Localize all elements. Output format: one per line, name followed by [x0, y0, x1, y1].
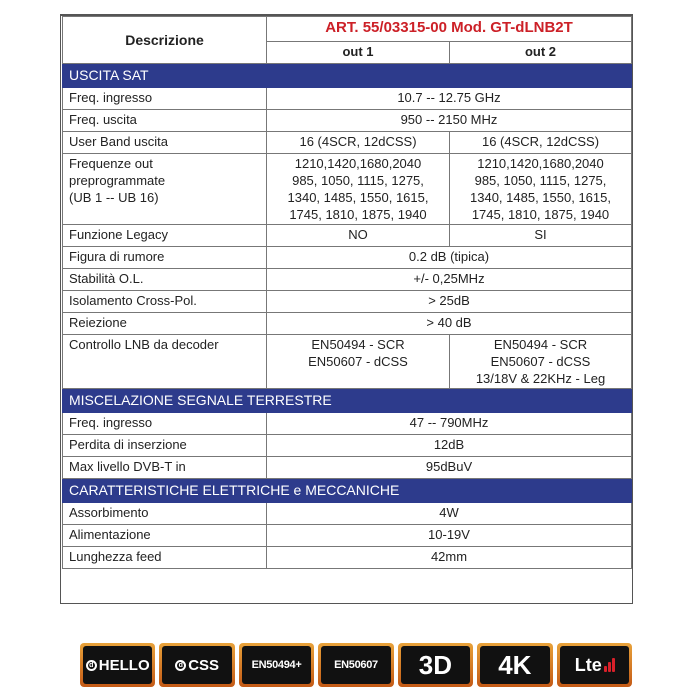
out2-header: out 2: [450, 41, 632, 63]
out1-header: out 1: [267, 41, 450, 63]
row-label: Figura di rumore: [63, 247, 267, 269]
ctrl-out2: [450, 335, 632, 389]
row-value: 10-19V: [267, 525, 632, 547]
row-label: Assorbimento: [63, 503, 267, 525]
ctrl-line: EN50494 - SCR: [311, 337, 405, 352]
preprog-line: 1210,1420,1680,2040: [477, 156, 604, 171]
row-value-out1: NO: [267, 225, 450, 247]
preprog-out2: [450, 154, 632, 225]
description-header: Descrizione: [63, 17, 267, 64]
section-sat: USCITA SAT: [63, 64, 632, 88]
row-value: 4W: [267, 503, 632, 525]
preprog-line: 1210,1420,1680,2040: [294, 156, 422, 171]
preprog-label: [63, 154, 267, 225]
row-label: User Band uscita: [63, 132, 267, 154]
row-value: 12dB: [267, 435, 632, 457]
row-value: 47 -- 790MHz: [267, 413, 632, 435]
section-electrical: CARATTERISTICHE ELETTRICHE e MECCANICHE: [63, 479, 632, 503]
badge-css: [159, 643, 234, 687]
badge-lte-label: Lte: [574, 654, 602, 675]
badge-en50494: [239, 643, 314, 687]
row-label: Lunghezza feed: [63, 547, 267, 569]
ctrl-line: EN50607 - dCSS: [490, 354, 591, 369]
preprog-line: 1340, 1485, 1550, 1615,: [470, 190, 611, 205]
ctrl-line: EN50494 - SCR: [493, 337, 588, 352]
badge-3d-label: 3D: [418, 649, 453, 680]
badge-en50607: [318, 643, 393, 687]
badge-4k: [477, 643, 552, 687]
row-value: > 25dB: [267, 291, 632, 313]
row-label: Freq. ingresso: [63, 88, 267, 110]
feature-badges: [80, 643, 632, 687]
row-value: 0.2 dB (tipica): [267, 247, 632, 269]
badge-en50607-label: EN50607: [334, 659, 378, 671]
row-label: Freq. uscita: [63, 110, 267, 132]
badge-hello: [80, 643, 155, 687]
badge-en50494-label: EN50494+: [251, 659, 302, 671]
preprog-label-line: preprogrammate: [69, 173, 166, 188]
badge-css-label: CSS: [188, 656, 220, 674]
badge-hello-label: HELLO: [98, 656, 150, 674]
row-value: 95dBuV: [267, 457, 632, 479]
row-value: 42mm: [267, 547, 632, 569]
row-label: Reiezione: [63, 313, 267, 335]
article-title: ART. 55/03315-00 Mod. GT-dLNB2T: [267, 17, 632, 42]
row-value: 10.7 -- 12.75 GHz: [267, 88, 632, 110]
row-label: Max livello DVB-T in: [63, 457, 267, 479]
preprog-line: 985, 1050, 1115, 1275,: [474, 173, 607, 188]
badge-lte: [557, 643, 632, 687]
signal-icon: [604, 658, 614, 672]
row-value-out1: 16 (4SCR, 12dCSS): [267, 132, 450, 154]
preprog-out1: [267, 154, 450, 225]
row-label: Funzione Legacy: [63, 225, 267, 247]
spec-table-frame: [60, 14, 633, 604]
ctrl-out1: [267, 335, 450, 389]
preprog-line: 1340, 1485, 1550, 1615,: [287, 190, 429, 205]
ctrl-line: 13/18V & 22KHz - Leg: [475, 371, 606, 386]
spec-table: [62, 16, 632, 569]
row-label: Freq. ingresso: [63, 413, 267, 435]
preprog-line: 1745, 1810, 1875, 1940: [471, 207, 610, 222]
badge-3d: [398, 643, 473, 687]
row-value-out2: SI: [450, 225, 632, 247]
row-value: +/- 0,25MHz: [267, 269, 632, 291]
row-label: Alimentazione: [63, 525, 267, 547]
row-label: Perdita di inserzione: [63, 435, 267, 457]
preprog-line: 1745, 1810, 1875, 1940: [289, 207, 427, 222]
d-logo-icon: d: [175, 660, 186, 671]
row-value: 950 -- 2150 MHz: [267, 110, 632, 132]
row-label: Isolamento Cross-Pol.: [63, 291, 267, 313]
section-terrestrial: MISCELAZIONE SEGNALE TERRESTRE: [63, 389, 632, 413]
preprog-line: 985, 1050, 1115, 1275,: [292, 173, 424, 188]
preprog-label-line: Frequenze out: [69, 156, 153, 171]
row-value-out2: 16 (4SCR, 12dCSS): [450, 132, 632, 154]
badge-4k-label: 4K: [498, 649, 532, 680]
row-label: Stabilità O.L.: [63, 269, 267, 291]
row-value: > 40 dB: [267, 313, 632, 335]
row-label: Controllo LNB da decoder: [63, 335, 267, 389]
preprog-label-line: (UB 1 -- UB 16): [69, 190, 159, 205]
d-logo-icon: d: [86, 660, 97, 671]
ctrl-line: EN50607 - dCSS: [308, 354, 408, 369]
